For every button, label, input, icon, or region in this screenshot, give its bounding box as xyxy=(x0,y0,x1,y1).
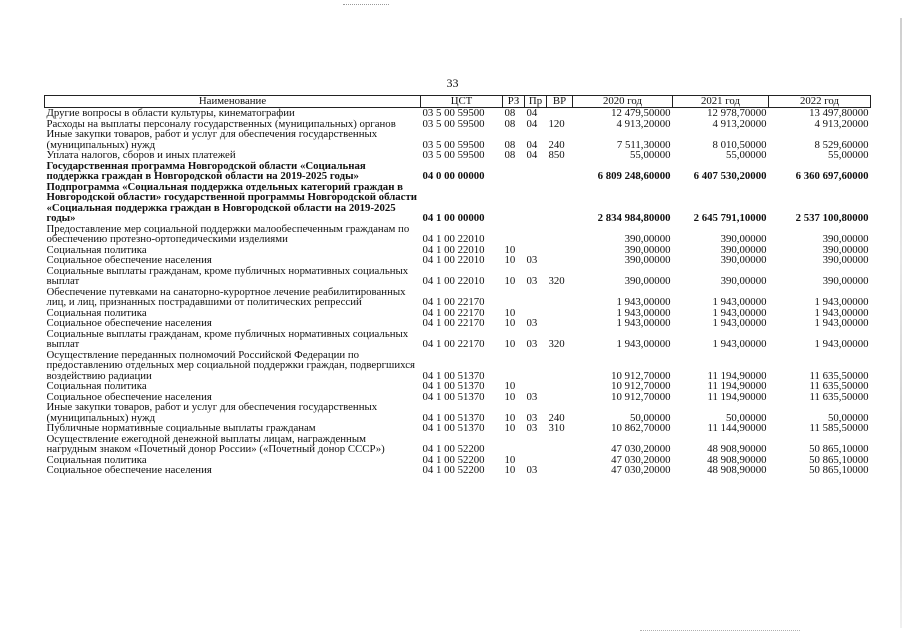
scan-artifact-top xyxy=(343,4,389,6)
cell-cst: 04 1 00 51370 xyxy=(422,422,485,434)
cell-2021: 1 943,00000 xyxy=(712,338,767,350)
cell-name: Социальные выплаты гражданам, кроме публичных нормативных социальных выплат xyxy=(46,327,409,350)
cell-rz xyxy=(503,350,525,382)
cell-2022: 4 913,20000 xyxy=(814,117,869,130)
cell-cst: 04 1 00 22170 xyxy=(422,296,485,308)
table-row xyxy=(45,266,871,287)
header-name: Наименование xyxy=(45,96,421,108)
cell-2021: 6 407 530,20000 xyxy=(693,170,767,182)
cell-name: Социальное обеспечение населения xyxy=(46,390,212,403)
cell-cst: 04 1 00 22010 xyxy=(422,233,485,245)
cell-rz: 08 xyxy=(504,149,516,161)
cell-rz: 10 xyxy=(504,306,516,319)
cell-2022: 11 635,50000 xyxy=(809,380,869,392)
cell-pr xyxy=(525,287,547,308)
cell-cst: 04 1 00 22010 xyxy=(422,254,485,266)
cell-name: Социальная политика xyxy=(46,380,147,392)
header-2021: 2021 год xyxy=(673,96,769,108)
cell-2021: 2 645 791,10000 xyxy=(693,212,767,224)
cell-2020: 47 030,20000 xyxy=(611,453,671,466)
cell-cst: 04 0 00 00000 xyxy=(422,170,485,182)
cell-2022: 1 943,00000 xyxy=(814,338,869,350)
cell-2021: 11 144,90000 xyxy=(707,422,767,434)
cell-name: Социальная политика xyxy=(46,453,147,466)
cell-vr xyxy=(547,455,573,466)
table-row xyxy=(45,224,871,245)
table-row xyxy=(45,434,871,455)
cell-cst: 03 5 00 59500 xyxy=(422,138,485,151)
cell-cst: 04 1 00 52200 xyxy=(422,443,485,455)
cell-name: Социальные выплаты гражданам, кроме публичных нормативных социальных выплат xyxy=(46,264,409,287)
cell-cst: 04 1 00 52200 xyxy=(422,464,485,476)
table-row xyxy=(45,108,871,119)
cell-pr: 03 xyxy=(526,390,538,403)
header-vr: ВР xyxy=(547,96,573,108)
table-row xyxy=(45,329,871,350)
cell-2020: 50,00000 xyxy=(630,411,671,424)
cell-2022: 390,00000 xyxy=(822,254,869,266)
cell-cst: 04 1 00 51370 xyxy=(422,369,485,382)
cell-vr xyxy=(547,392,573,403)
cell-2021: 48 908,90000 xyxy=(707,453,767,466)
cell-2020: 12 479,50000 xyxy=(611,107,671,119)
cell-2021: 8 010,50000 xyxy=(712,138,767,151)
cell-2022: 6 360 697,60000 xyxy=(795,170,869,182)
cell-rz: 10 xyxy=(504,254,516,266)
cell-2020: 10 912,70000 xyxy=(611,369,671,382)
cell-name: Социальное обеспечение населения xyxy=(46,254,212,266)
table-row xyxy=(45,182,871,224)
cell-2020: 4 913,20000 xyxy=(616,117,671,130)
cell-2021: 1 943,00000 xyxy=(712,306,767,319)
cell-2022: 390,00000 xyxy=(822,275,869,287)
cell-2021: 390,00000 xyxy=(720,233,767,245)
header-2022: 2022 год xyxy=(769,96,871,108)
cell-cst: 04 1 00 51370 xyxy=(422,380,485,392)
cell-pr: 03 xyxy=(526,422,538,434)
cell-vr xyxy=(547,255,573,266)
cell-pr xyxy=(525,350,547,382)
cell-2022: 55,00000 xyxy=(828,149,869,161)
table-row xyxy=(45,465,871,476)
page-number: 33 xyxy=(446,76,459,90)
cell-pr: 04 xyxy=(526,117,538,130)
cell-cst: 04 1 00 51370 xyxy=(422,390,485,403)
cell-pr: 03 xyxy=(526,254,538,266)
cell-vr: 320 xyxy=(548,275,565,287)
cell-2021: 12 978,70000 xyxy=(707,107,767,119)
header-rz: РЗ xyxy=(503,96,525,108)
cell-2022: 11 635,50000 xyxy=(809,390,869,403)
cell-rz xyxy=(503,182,525,224)
table-row xyxy=(45,318,871,329)
cell-pr: 04 xyxy=(526,149,538,161)
cell-2021: 1 943,00000 xyxy=(712,296,767,308)
cell-2020: 1 943,00000 xyxy=(616,338,671,350)
cell-2020: 55,00000 xyxy=(630,149,671,161)
cell-pr: 03 xyxy=(526,338,538,350)
cell-rz: 10 xyxy=(504,390,516,403)
cell-2020: 10 862,70000 xyxy=(611,422,671,434)
cell-rz: 10 xyxy=(504,243,516,256)
cell-2021: 390,00000 xyxy=(720,243,767,256)
cell-rz: 10 xyxy=(504,453,516,466)
cell-rz xyxy=(503,224,525,245)
cell-2020: 390,00000 xyxy=(624,243,671,256)
table-body xyxy=(45,108,871,476)
cell-rz: 10 xyxy=(504,411,516,424)
cell-cst: 04 1 00 52200 xyxy=(422,453,485,466)
cell-2021: 1 943,00000 xyxy=(712,317,767,329)
cell-name: Социальное обеспечение населения xyxy=(46,464,212,476)
cell-pr: 04 xyxy=(526,138,538,151)
cell-2020: 1 943,00000 xyxy=(616,296,671,308)
cell-name: Социальное обеспечение населения xyxy=(46,317,212,329)
cell-2020: 10 912,70000 xyxy=(611,390,671,403)
cell-vr xyxy=(547,318,573,329)
cell-name: Социальная политика xyxy=(46,243,147,256)
cell-rz: 08 xyxy=(504,107,516,119)
cell-cst: 04 1 00 51370 xyxy=(422,411,485,424)
cell-pr xyxy=(525,381,547,392)
cell-2020: 1 943,00000 xyxy=(616,306,671,319)
cell-2020: 7 511,30000 xyxy=(616,138,671,151)
table-row xyxy=(45,255,871,266)
table-row xyxy=(45,161,871,182)
cell-2022: 390,00000 xyxy=(822,243,869,256)
cell-pr xyxy=(525,161,547,182)
cell-vr: 240 xyxy=(548,138,565,151)
cell-2022: 11 635,50000 xyxy=(809,369,869,382)
cell-2022: 50 865,10000 xyxy=(809,453,869,466)
cell-2022: 50 865,10000 xyxy=(809,464,869,476)
cell-2021: 11 194,90000 xyxy=(707,390,767,403)
cell-2022: 390,00000 xyxy=(822,233,869,245)
cell-vr: 310 xyxy=(548,422,565,434)
cell-cst: 03 5 00 59500 xyxy=(422,107,485,119)
cell-vr xyxy=(547,108,573,119)
table-row xyxy=(45,350,871,382)
cell-2020: 47 030,20000 xyxy=(611,464,671,476)
cell-2021: 4 913,20000 xyxy=(712,117,767,130)
cell-2020: 390,00000 xyxy=(624,233,671,245)
cell-vr xyxy=(547,287,573,308)
cell-vr: 240 xyxy=(548,411,565,424)
cell-cst: 04 1 00 22010 xyxy=(422,243,485,256)
cell-2020: 6 809 248,60000 xyxy=(597,170,671,182)
table-row xyxy=(45,287,871,308)
cell-vr xyxy=(547,224,573,245)
cell-2020: 2 834 984,80000 xyxy=(597,212,671,224)
scan-artifact-bottom xyxy=(640,630,800,632)
cell-rz: 10 xyxy=(504,275,516,287)
cell-2022: 1 943,00000 xyxy=(814,296,869,308)
cell-pr: 03 xyxy=(526,464,538,476)
cell-rz xyxy=(503,161,525,182)
header-cst: ЦСТ xyxy=(421,96,503,108)
cell-cst: 03 5 00 59500 xyxy=(422,149,485,161)
cell-rz xyxy=(503,434,525,455)
cell-2020: 47 030,20000 xyxy=(611,443,671,455)
scan-artifact-right-edge xyxy=(900,18,902,628)
cell-2022: 13 497,80000 xyxy=(809,107,869,119)
table-header-row xyxy=(45,96,871,108)
cell-name: Уплата налогов, сборов и иных платежей xyxy=(46,149,236,161)
cell-name: Расходы на выплаты персоналу государственных (муниципальных) органов xyxy=(46,117,396,130)
table-row xyxy=(45,150,871,161)
cell-vr xyxy=(547,381,573,392)
cell-cst: 03 5 00 59500 xyxy=(422,117,485,130)
cell-2021: 390,00000 xyxy=(720,254,767,266)
cell-name: Подпрограмма «Социальная поддержка отдельных категорий граждан в Новгородской области» государственной программы Новгородской области «Социальная поддержка граждан в Новгородской области на 2019-2025 годы» xyxy=(46,180,417,224)
cell-name: Публичные нормативные социальные выплаты гражданам xyxy=(46,422,316,434)
cell-2021: 11 194,90000 xyxy=(707,369,767,382)
cell-rz xyxy=(503,287,525,308)
cell-2021: 48 908,90000 xyxy=(707,464,767,476)
cell-rz: 10 xyxy=(504,422,516,434)
cell-cst: 04 1 00 22170 xyxy=(422,338,485,350)
cell-2022: 1 943,00000 xyxy=(814,317,869,329)
cell-2022: 50,00000 xyxy=(828,411,869,424)
cell-vr: 120 xyxy=(548,117,565,130)
cell-name: Осуществление ежегодной денежной выплаты лицам, награжденным нагрудным знаком «Почетный донор России» («Почетный донор СССР») xyxy=(46,432,385,455)
cell-2020: 1 943,00000 xyxy=(616,317,671,329)
cell-pr: 03 xyxy=(526,275,538,287)
cell-vr: 320 xyxy=(548,338,565,350)
cell-name: Социальная политика xyxy=(46,306,147,319)
cell-vr xyxy=(547,308,573,319)
cell-cst: 04 1 00 22170 xyxy=(422,306,485,319)
cell-pr: 04 xyxy=(526,107,538,119)
cell-2022: 11 585,50000 xyxy=(809,422,869,434)
cell-cst: 04 1 00 22010 xyxy=(422,275,485,287)
cell-name: Другие вопросы в области культуры, кинематографии xyxy=(46,107,295,119)
cell-2021: 48 908,90000 xyxy=(707,443,767,455)
cell-2020: 390,00000 xyxy=(624,275,671,287)
cell-vr xyxy=(547,245,573,256)
cell-rz: 08 xyxy=(504,138,516,151)
cell-name: Обеспечение путевками на санаторно-курортное лечение реабилитированных лиц, и лиц, признанных пострадавшими от политических репрессий xyxy=(46,285,406,308)
table-row xyxy=(45,129,871,150)
cell-rz: 10 xyxy=(504,317,516,329)
cell-2022: 50 865,10000 xyxy=(809,443,869,455)
cell-2022: 8 529,60000 xyxy=(814,138,869,151)
cell-vr xyxy=(547,182,573,224)
table-row xyxy=(45,402,871,423)
cell-2022: 2 537 100,80000 xyxy=(795,212,869,224)
cell-name: Осуществление переданных полномочий Российской Федерации по предоставлению отдельных мер социальной поддержки граждан, подвергшихся воздействию радиации xyxy=(46,348,415,382)
cell-vr xyxy=(547,434,573,455)
cell-vr xyxy=(547,465,573,476)
cell-2021: 390,00000 xyxy=(720,275,767,287)
cell-pr: 03 xyxy=(526,317,538,329)
header-2020: 2020 год xyxy=(573,96,673,108)
cell-vr xyxy=(547,161,573,182)
cell-2021: 11 194,90000 xyxy=(707,380,767,392)
cell-rz: 10 xyxy=(504,338,516,350)
cell-2020: 10 912,70000 xyxy=(611,380,671,392)
cell-pr: 03 xyxy=(526,411,538,424)
budget-table xyxy=(44,95,871,476)
cell-2020: 390,00000 xyxy=(624,254,671,266)
cell-pr xyxy=(525,224,547,245)
cell-vr xyxy=(547,350,573,382)
cell-2021: 55,00000 xyxy=(726,149,767,161)
cell-vr: 850 xyxy=(548,149,565,161)
cell-pr xyxy=(525,434,547,455)
cell-name: Предоставление мер социальной поддержки малообеспеченным гражданам по обеспечению протезно-ортопедическими изделиями xyxy=(46,222,410,245)
cell-2022: 1 943,00000 xyxy=(814,306,869,319)
cell-name: Иные закупки товаров, работ и услуг для обеспечения государственных (муниципальных) нужд xyxy=(46,401,378,424)
cell-cst: 04 1 00 00000 xyxy=(422,212,485,224)
cell-rz: 10 xyxy=(504,464,516,476)
header-pr: Пр xyxy=(525,96,547,108)
cell-name: Государственная программа Новгородской области «Социальная поддержка граждан в Новгородской области на 2019-2025 годы» xyxy=(46,159,366,182)
cell-2021: 50,00000 xyxy=(726,411,767,424)
cell-rz: 10 xyxy=(504,380,516,392)
table-row xyxy=(45,381,871,392)
cell-cst: 04 1 00 22170 xyxy=(422,317,485,329)
cell-name: Иные закупки товаров, работ и услуг для обеспечения государственных (муниципальных) нужд xyxy=(46,128,378,151)
table-row xyxy=(45,423,871,434)
cell-pr xyxy=(525,182,547,224)
cell-rz: 08 xyxy=(504,117,516,130)
